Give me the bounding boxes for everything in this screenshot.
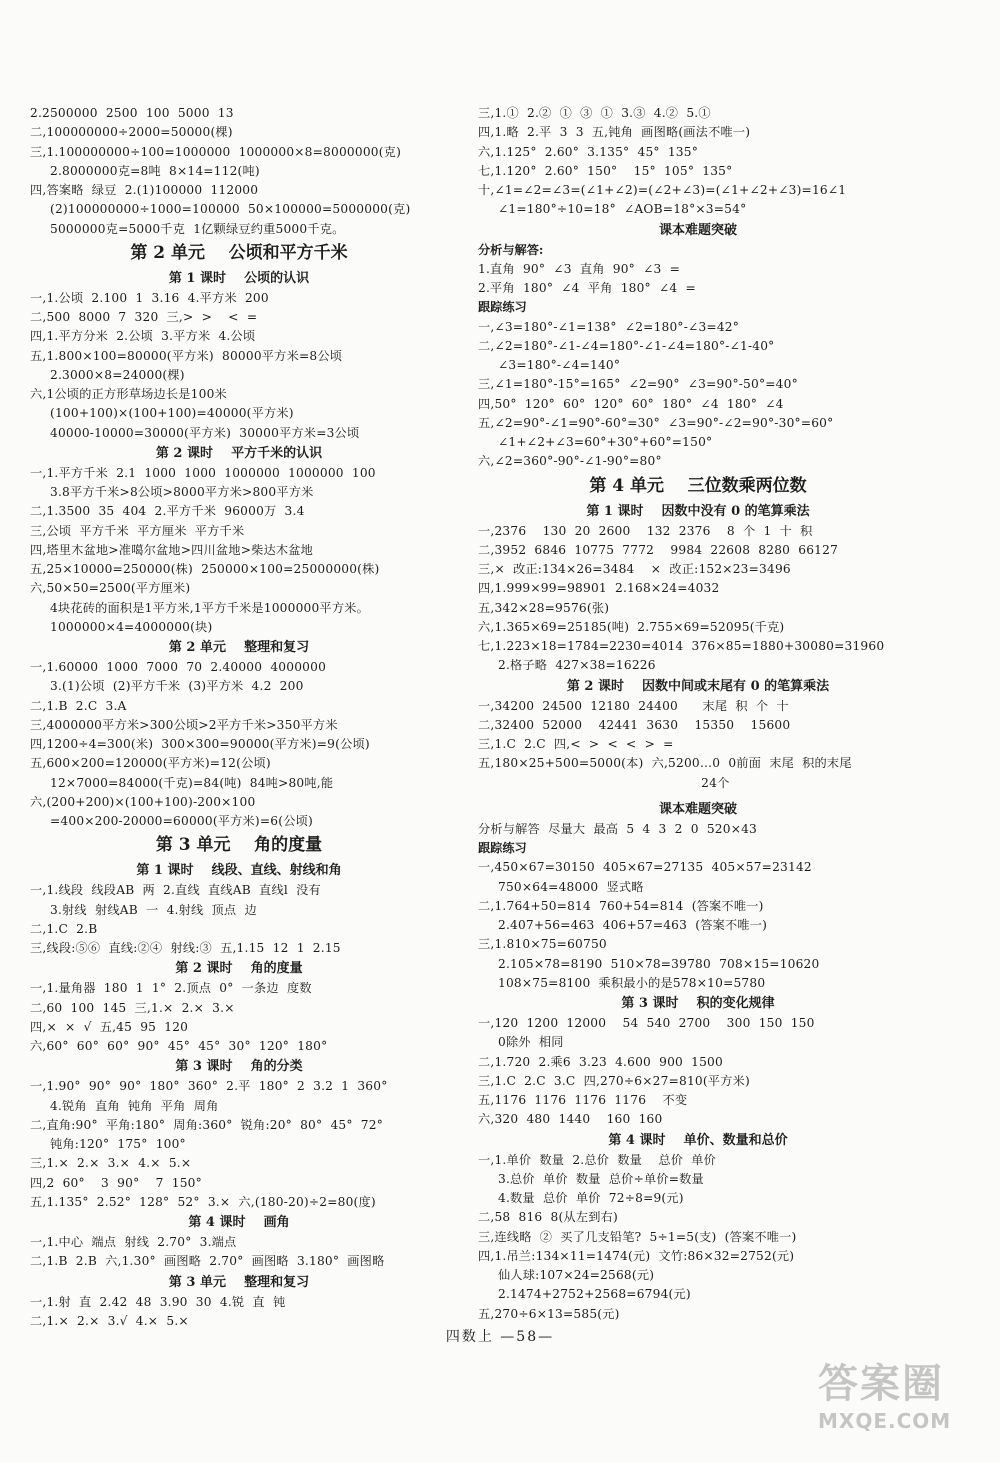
answer-line: 一,1.线段 线段AB 两 2.直线 直线AB 直线l 没有: [30, 883, 321, 898]
answer-line: 四,1.999×99=98901 2.168×24=4032: [478, 581, 720, 596]
answer-line: 二,∠2=180°-∠1-∠4=180°-∠1-∠4=180°-∠1-40°: [478, 338, 775, 353]
answer-line: 三,连线略 ② 买了几支铅笔? 5÷1=5(支) (答案不唯一): [478, 1229, 797, 1244]
answer-line: 二,1.× 2.× 3.√ 4.× 5.×: [30, 1313, 189, 1328]
answer-line: 二,1.764+50=814 760+54=814 (答案不唯一): [478, 898, 764, 913]
left-answer-column: [30, 104, 448, 1331]
answer-line: 三,4000000平方米>300公顷>2平方千米>350平方米: [30, 717, 338, 732]
answer-line: 一,34200 24500 12180 24400 末尾 积 个 十: [478, 698, 789, 713]
answer-line: 四,1.略 2.平 3 3 五,钝角 画图略(画法不唯一): [478, 125, 751, 140]
answer-line: 一,450×67=30150 405×67=27135 405×57=23142: [478, 860, 812, 875]
answer-line: (2)100000000÷1000=100000 50×100000=5000000(克): [50, 202, 411, 217]
answer-line: 2.1474+2752+2568=6794(元): [498, 1287, 691, 1302]
answer-line: 一,1.平方千米 2.1 1000 1000 1000000 1000000 100: [30, 465, 376, 480]
answer-line: 七,1.120° 2.60° 150° 15° 105° 135°: [478, 163, 733, 178]
answer-line: 一,1.射 直 2.42 48 3.90 30 4.锐 直 钝: [30, 1294, 286, 1309]
answer-line: 一,1.中心 端点 射线 2.70° 3.端点: [30, 1235, 237, 1249]
watermark-logo: [818, 1352, 988, 1452]
answer-line: ∠1+∠2+∠3=60°+30°+60°=150°: [498, 435, 713, 449]
answer-line: 四,× × √ 五,45 95 120: [30, 1019, 189, 1034]
answer-line: 5000000克=5000千克 1亿颗绿豆约重5000千克。: [50, 221, 345, 236]
watermark-title: 答案圈: [818, 1361, 944, 1407]
answer-line: 分析与解答 尽量大 最高 5 4 3 2 0 520×43: [478, 821, 758, 836]
section-heading: 第 4 课时 画角: [188, 1215, 290, 1230]
answer-line: 六,320 480 1440 160 160: [478, 1112, 663, 1127]
answer-line: 二,直角:90° 平角:180° 周角:360° 锐角:20° 80° 45° 72°: [30, 1117, 383, 1132]
answer-line: 五,600×200=120000(平方米)=12(公顷): [30, 756, 271, 771]
answer-line: 三,公顷 平方千米 平方厘米 平方千米: [30, 523, 245, 538]
answer-line: 五,1176 1176 1176 1176 不变: [478, 1093, 688, 1107]
answer-line: 三,1.① 2.② ① ③ ① 3.③ 4.② 5.①: [478, 106, 711, 120]
section-heading: 第 4 课时 单价、数量和总价: [608, 1132, 788, 1148]
answer-line: 一,1.公顷 2.100 1 3.16 4.平方米 200: [30, 290, 269, 305]
section-heading: 第 3 课时 角的分类: [175, 1059, 303, 1075]
section-heading: 第 1 课时 线段、直线、射线和角: [136, 863, 342, 879]
answer-line: 五,1.800×100=80000(平方米) 80000平方米=8公顷: [30, 348, 343, 363]
page-footer: 四数上 —58—: [445, 1329, 555, 1345]
answer-line: 二,500 8000 7 320 三,> > < =: [30, 310, 258, 324]
answer-line: ∠1=180°÷10=18° ∠AOB=18°×3=54°: [498, 202, 747, 217]
answer-line: 三,线段:⑤⑥ 直线:②④ 射线:③ 五,1.15 12 1 2.15: [30, 941, 341, 955]
unit-heading: 第 4 单元 三位数乘两位数: [589, 475, 807, 496]
answer-line: 六,1.365×69=25185(吨) 2.755×69=52095(千克): [478, 619, 785, 634]
answer-line: 五,180×25+500=5000(本) 六,5200…0 0前面 末尾 积的末尾: [478, 756, 852, 771]
answer-line: 三,1.C 2.C 3.C 四,270÷6×27=810(平方米): [478, 1073, 750, 1088]
answer-line: 12×7000=84000(千克)=84(吨) 84吨>80吨,能: [50, 775, 334, 790]
answer-line: 一,1.60000 1000 7000 70 2.40000 4000000: [30, 660, 327, 674]
answer-line: 五,270÷6×13=585(元): [478, 1306, 620, 1321]
section-heading: 第 2 课时 角的度量: [175, 961, 303, 977]
unit-heading: 第 2 单元 公顷和平方千米: [130, 242, 348, 263]
answer-line: =400×200-20000=60000(平方米)=6(公顷): [50, 814, 313, 828]
answer-line: 三,1.× 2.× 3.× 4.× 5.×: [30, 1156, 192, 1171]
answer-line: 二,1.720 2.乘6 3.23 4.600 900 1500: [478, 1054, 723, 1069]
answer-line: 四,2 60° 3 90° 7 150°: [30, 1175, 202, 1190]
section-heading: 第 3 课时 积的变化规律: [621, 996, 775, 1011]
answer-line: 四,50° 120° 60° 120° 60° 180° ∠4 180° ∠4: [478, 396, 784, 411]
answer-line: 三,× 改正:134×26=3484 × 改正:152×23=3496: [478, 562, 791, 576]
section-heading: 第 1 课时 因数中没有 0 的笔算乘法: [586, 503, 810, 519]
answer-line: 一,120 1200 12000 54 540 2700 300 150 150: [478, 1016, 815, 1030]
answer-line: 24个: [526, 775, 730, 790]
section-heading: 第 2 课时 因数中间或末尾有 0 的笔算乘法: [566, 678, 830, 694]
answer-line: 二,3952 6846 10775 7772 9984 22608 8280 66127: [478, 542, 839, 557]
answer-line: 五,1.135° 2.52° 128° 52° 3.× 六,(180-20)÷2=80(度): [30, 1194, 376, 1209]
answer-line: 4.锐角 直角 钝角 平角 周角: [50, 1098, 219, 1113]
answer-line: 四,1.平方分米 2.公顷 3.平方米 4.公顷: [30, 329, 256, 344]
answer-line: 4.数量 总价 单价 72÷8=9(元): [498, 1191, 684, 1205]
unit-heading: 第 3 单元 角的度量: [155, 835, 323, 856]
answer-line: 一,1.单价 数量 2.总价 数量 总价 单价: [478, 1152, 717, 1167]
answer-line: 仙人球:107×24=2568(元): [498, 1268, 655, 1282]
section-heading: 第 3 单元 整理和复习: [168, 1274, 310, 1290]
sub-label: 跟踪练习: [478, 300, 527, 315]
answer-line: 3.总价 单价 数量 总价÷单价=数量: [498, 1171, 704, 1186]
answer-line: 0除外 相同: [498, 1035, 564, 1050]
answer-line: 3.射线 射线AB 一 4.射线 顶点 边: [50, 902, 257, 917]
answer-line: 三,1.100000000÷100=1000000 1000000×8=8000000(克): [30, 144, 402, 159]
answer-line: 钝角:120° 175° 100°: [50, 1137, 186, 1151]
answer-line: 4块花砖的面积是1平方米,1平方千米是1000000平方米。: [50, 600, 369, 615]
answer-line: 三,1.810×75=60750: [478, 937, 607, 952]
answer-line: 四,答案略 绿豆 2.(1)100000 112000: [30, 183, 259, 197]
answer-line: 一,1.90° 90° 90° 180° 360° 2.平 180° 2 3.2 1 360°: [30, 1079, 388, 1094]
right-answer-column: [478, 104, 918, 1324]
answer-line: 六,60° 60° 60° 90° 45° 45° 30° 120° 180°: [30, 1039, 328, 1053]
answer-line: 六,1.125° 2.60° 3.135° 45° 135°: [478, 144, 699, 159]
answer-line: 七,1.223×18=1784=2230=4014 376×85=1880+30080=31960: [478, 639, 885, 653]
answer-line: 二,60 100 145 三,1.× 2.× 3.×: [30, 1000, 235, 1015]
section-heading: 第 1 课时 公顷的认识: [168, 270, 310, 286]
answer-line: 108×75=8100 乘积最小的是578×10=5780: [498, 975, 766, 990]
answer-line: 2.格子略 427×38=16226: [498, 658, 656, 673]
section-heading: 课本难题突破: [658, 801, 737, 817]
answer-line: 2.2500000 2500 100 5000 13: [30, 106, 234, 120]
answer-line: 40000-10000=30000(平方米) 30000平方米=3公顷: [50, 425, 360, 440]
answer-line: 3.(1)公顷 (2)平方千米 (3)平方米 4.2 200: [50, 679, 304, 694]
answer-line: 六,1公顷的正方形草场边长是100米: [30, 387, 227, 401]
answer-line: 二,1.B 2.B 六,1.30° 画图略 2.70° 画图略 3.180° 画图略: [30, 1254, 385, 1269]
answer-line: 四,塔里木盆地>准噶尔盆地>四川盆地>柴达木盆地: [30, 542, 314, 557]
answer-line: 六,(200+200)×(100+100)-200×100: [30, 794, 256, 809]
answer-line: 750×64=48000 竖式略: [498, 879, 644, 894]
answer-line: 三,1.C 2.C 四,< > < < > =: [478, 737, 674, 751]
answer-line: 二,1.C 2.B: [30, 921, 98, 936]
section-heading: 第 2 单元 整理和复习: [168, 640, 310, 655]
answer-line: 2.105×78=8190 510×78=39780 708×15=10620: [498, 956, 820, 971]
answer-line: 一,2376 130 20 2600 132 2376 8 个 1 十 积: [478, 523, 813, 538]
answer-line: 一,∠3=180°-∠1=138° ∠2=180°-∠3=42°: [478, 319, 740, 334]
answer-line: 2.8000000克=8吨 8×14=112(吨): [50, 163, 260, 178]
answer-line: 四,1200÷4=300(米) 300×300=90000(平方米)=9(公顷): [30, 737, 370, 751]
answer-line: 五,25×10000=250000(株) 250000×100=25000000(株): [30, 562, 380, 576]
answer-line: 五,∠2=90°-∠1=90°-60°=30° ∠3=90°-∠2=90°-30°=60°: [478, 415, 834, 430]
sub-label: 分析与解答:: [478, 242, 544, 257]
answer-line: 3.8平方千米>8公顷>8000平方米>800平方米: [50, 485, 314, 499]
answer-line: 二,100000000÷2000=50000(棵): [30, 125, 233, 140]
answer-line: 五,342×28=9576(张): [478, 600, 610, 615]
sub-label: 跟踪练习: [478, 841, 527, 855]
answer-line: 三,∠1=180°-15°=165° ∠2=90° ∠3=90°-50°=40°: [478, 377, 798, 392]
answer-line: 1.直角 90° ∠3 直角 90° ∠3 =: [478, 261, 681, 276]
section-heading: 第 2 课时 平方千米的认识: [155, 445, 323, 461]
answer-line: 二,1.3500 35 404 2.平方千米 96000万 3.4: [30, 504, 305, 519]
answer-line: 2.平角 180° ∠4 平角 180° ∠4 =: [478, 281, 696, 295]
answer-line: 六,∠2=360°-90°-∠1-90°=80°: [478, 454, 662, 469]
watermark-url: MXQE.COM: [818, 1409, 952, 1433]
answer-line: 一,1.量角器 180 1 1° 2.顶点 0° 一条边 度数: [30, 981, 312, 996]
answer-line: (100+100)×(100+100)=40000(平方米): [50, 406, 294, 421]
answer-line: 二,32400 52000 42441 3630 15350 15600: [478, 717, 791, 732]
answer-line: 四,1.吊兰:134×11=1474(元) 文竹:86×32=2752(元): [478, 1248, 795, 1263]
section-heading: 课本难题突破: [658, 222, 737, 238]
answer-line: 1000000×4=4000000(块): [50, 619, 213, 634]
answer-line: 十,∠1=∠2=∠3=(∠1+∠2)=(∠2+∠3)=(∠1+∠2+∠3)=16∠1: [478, 183, 847, 197]
answer-line: 二,1.B 2.C 3.A: [30, 698, 127, 713]
answer-line: 六,50×50=2500(平方厘米): [30, 581, 191, 596]
answer-line: ∠3=180°-∠4=140°: [498, 358, 621, 372]
answer-line: 二,58 816 8(从左到右): [478, 1210, 618, 1225]
answer-line: 2.3000×8=24000(棵): [50, 367, 185, 382]
answer-line: 2.407+56=463 406+57=463 (答案不唯一): [498, 918, 768, 932]
